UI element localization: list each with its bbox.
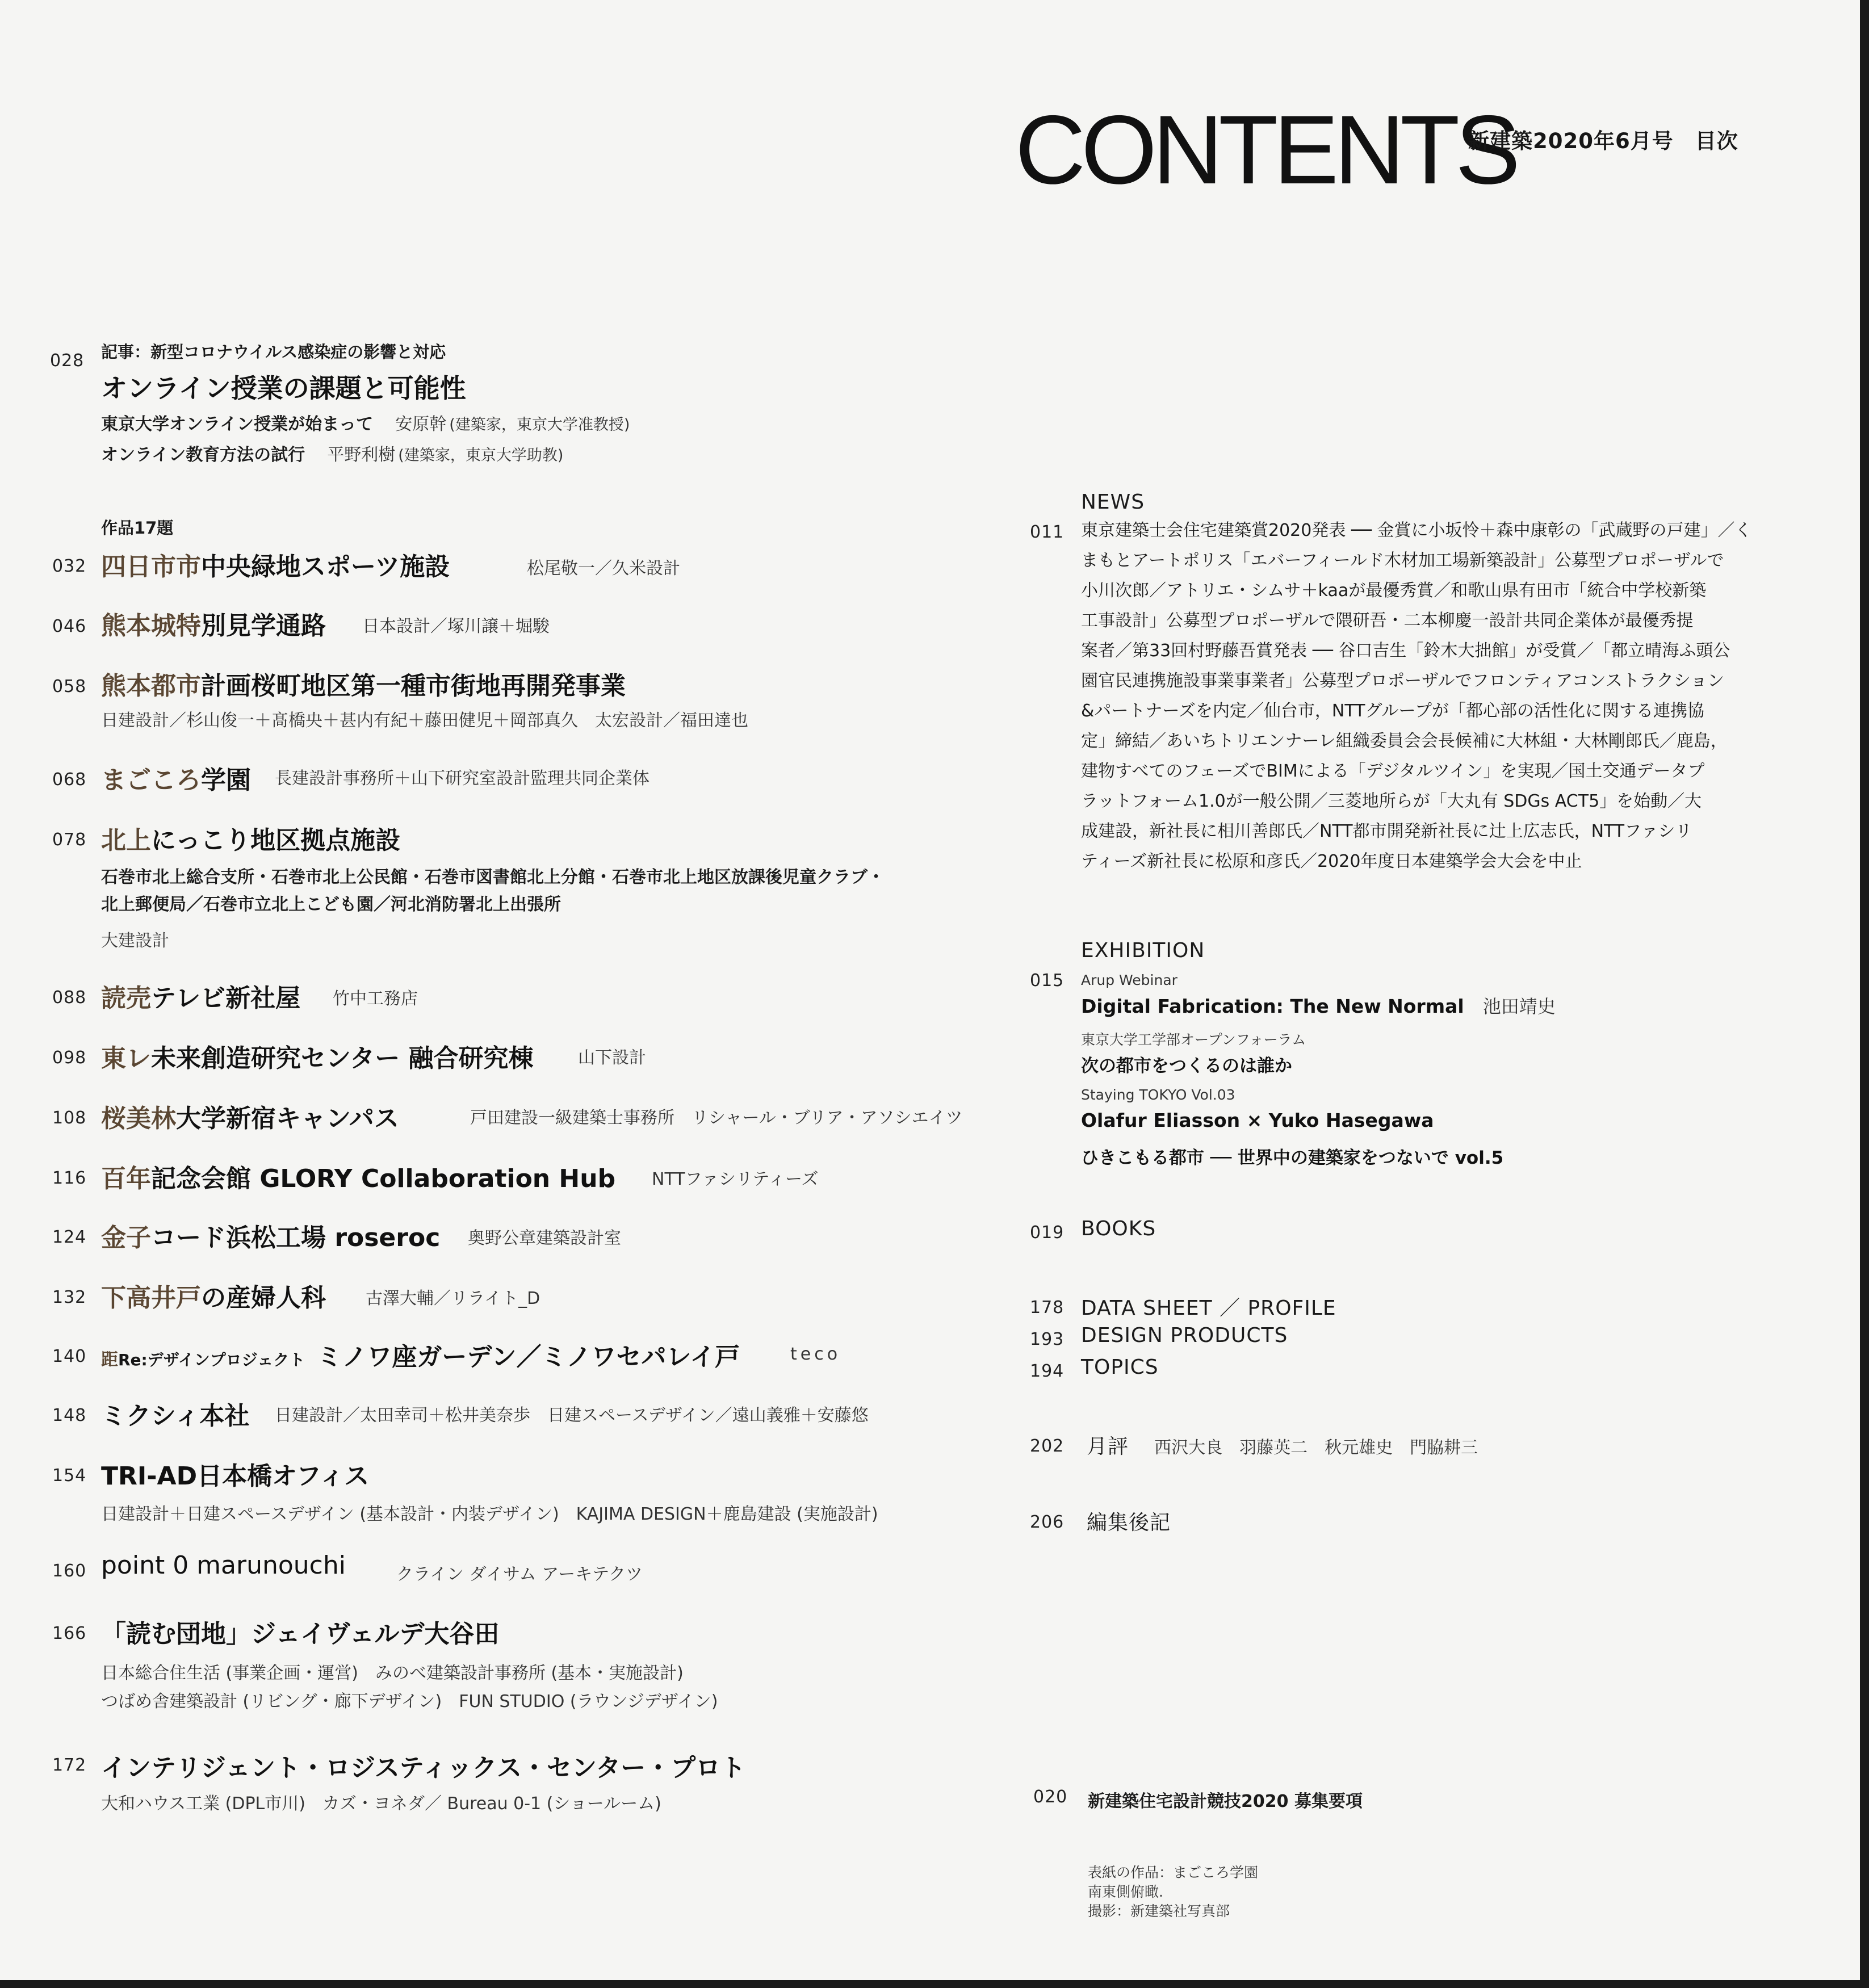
- article-title: オンライン授業の課題と可能性: [101, 373, 466, 404]
- afterword-item: 編集後記: [1087, 1511, 1171, 1534]
- work-credit: teco: [790, 1344, 841, 1364]
- work-title: TRI-AD日本橋オフィス: [101, 1462, 370, 1491]
- news-body: 東京建築士会住宅建築賞2020発表 ── 金賞に小坂怜＋森中康彰の「武蔵野の戸建」／く まもとアートポリス「エバーフィールド木材加工場新築設計」公募型プロポーザルで 小川次郎／アトリエ・シムサ＋kaaが最優秀賞／和歌山県有田市「統合中学校新築 工事設計」公募型プロポーザルで隈研吾・二本柳慶一設計共同企業体が最優秀提 案者／第33回村野藤吾賞発表 ── 谷口吉生「鈴木大拙館」が受賞／「都立晴海ふ頭公 園官民連携施設事業事業者」公募型プロポーザルでフロンティアコンストラクション &パートナーズを内定／仙台市，NTTグループが「都心部の活性化に関する連携協 定」締結／あいちトリエンナーレ組織委員会会長候補に大林組・大林剛郎氏／鹿島， 建物すべてのフェーズでBIMによる「デジタルツイン」を実現／国土交通データプ ラットフォーム1.0が一般公開／三菱地所らが「大丸有 SDGs ACT5」を始動／大 成建設，新社長に相川善郎氏／NTT都市開発新社長に辻上広志氏，NTTファシリ ティーズ新社長に松原和彦氏／2020年度日本建築学会大会を中止: [1081, 521, 1752, 871]
- work-title: 熊本城特別見学通路: [101, 611, 326, 640]
- exhibition-small: Arup Webinar: [1081, 972, 1177, 988]
- exhibition-item: ひきこもる都市 ── 世界中の建築家をつないで vol.5: [1081, 1148, 1504, 1168]
- sub-note: (建築家，東京大学助教): [398, 447, 564, 464]
- page-number: 172: [52, 1755, 87, 1775]
- work-credit: 日建設計／杉山俊一＋髙橋央＋甚内有紀＋藤田健児＋岡部真久 太宏設計／福田達也: [101, 711, 748, 731]
- page-number: 140: [52, 1347, 87, 1366]
- page-number: 088: [52, 988, 87, 1008]
- work-credit: 古澤大輔／リライト_D: [366, 1289, 540, 1308]
- work-credit: NTTファシリティーズ: [652, 1169, 819, 1189]
- work-credit-line: 日本総合住生活 (事業企画・運営) みのべ建築設計事務所 (基本・実施設計): [101, 1663, 684, 1683]
- books-item: BOOKS: [1081, 1217, 1156, 1240]
- work-credit: 山下設計: [578, 1048, 646, 1068]
- work-credit: 日本設計／塚川譲＋堀駿: [362, 616, 550, 636]
- sub-author: 安原幹: [395, 414, 447, 434]
- page-number: 206: [1030, 1512, 1065, 1532]
- issue-label: 新建築2020年6月号 目次: [1468, 129, 1738, 153]
- page-number: 011: [1030, 522, 1065, 542]
- work-credit: 奥野公章建築設計室: [468, 1228, 621, 1248]
- monthly-review-item: 月評 西沢大良 羽藤英二 秋元雄史 門脇耕三: [1087, 1435, 1478, 1458]
- work-credit: 日建設計／太田幸司＋松井美奈歩 日建スペースデザイン／遠山義雅＋安藤悠: [275, 1406, 869, 1425]
- page-number: 202: [1030, 1436, 1065, 1456]
- work-title: 下高井戸の産婦人科: [101, 1284, 326, 1312]
- work-credit-line: つばめ舎建築設計 (リビング・廊下デザイン) FUN STUDIO (ラウンジデザイン): [101, 1692, 718, 1712]
- work-credit: 日建設計＋日建スペースデザイン (基本設計・内装デザイン) KAJIMA DESIGN＋鹿島建設 (実施設計): [101, 1504, 878, 1524]
- sub-author: 平野利樹: [327, 445, 396, 465]
- work-title: インテリジェント・ロジスティックス・センター・プロト: [101, 1754, 746, 1783]
- sub-title: 東京大学オンライン授業が始まって: [101, 414, 374, 434]
- page-number: 178: [1030, 1298, 1065, 1318]
- page-number: 124: [52, 1227, 87, 1247]
- article-sub-1: [101, 410, 630, 435]
- page-number: 132: [52, 1287, 87, 1307]
- work-title: point 0 marunouchi: [101, 1551, 346, 1580]
- work-title: 東レ未来創造研究センター 融合研究棟: [101, 1044, 534, 1073]
- page-edge-bottom: [0, 1980, 1869, 1988]
- exhibition-small: 東京大学工学部オープンフォーラム: [1081, 1031, 1306, 1048]
- topics-item: TOPICS: [1081, 1356, 1159, 1379]
- page-number: 194: [1030, 1361, 1065, 1381]
- article-sub-2: [101, 441, 563, 465]
- work-credit: クライン ダイサム アーキテクツ: [396, 1565, 643, 1584]
- competition-item: 新建築住宅設計競技2020 募集要項: [1088, 1792, 1363, 1811]
- contents-heading: CONTENTS: [1015, 95, 1516, 204]
- page-number: 046: [52, 616, 87, 636]
- work-credit: 大建設計: [101, 931, 169, 951]
- datasheet-item: DATA SHEET ／ PROFILE: [1081, 1297, 1336, 1320]
- page-number: 160: [52, 1561, 87, 1581]
- page-number: 058: [52, 677, 87, 697]
- work-credit: 松尾敬一／久米設計: [527, 559, 680, 578]
- page-edge: [1860, 0, 1869, 1988]
- works-label: 作品17題: [101, 518, 174, 538]
- news-heading: NEWS: [1081, 490, 1145, 514]
- work-credit-line: 北上郵便局／石巻市立北上こども園／河北消防署北上出張所: [101, 895, 561, 915]
- work-credit: 大和ハウス工業 (DPL市川) カズ・ヨネダ／ Bureau 0-1 (ショールーム): [101, 1794, 661, 1814]
- work-title: 北上にっこり地区拠点施設: [101, 826, 401, 855]
- article-kicker: 記事：新型コロナウイルス感染症の影響と対応: [101, 342, 446, 362]
- work-credit: 長建設計事務所＋山下研究室設計監理共同企業体: [275, 769, 649, 789]
- work-title: 百年記念会館 GLORY Collaboration Hub: [101, 1164, 616, 1193]
- page-number: 015: [1030, 971, 1065, 991]
- work-title: ミクシィ本社: [101, 1402, 250, 1431]
- page-number: 032: [52, 556, 87, 576]
- exhibition-item: 次の都市をつくるのは誰か: [1081, 1056, 1292, 1076]
- work-title: 距Re:デザインプロジェクト ミノワ座ガーデン／ミノワセパレイ戸: [101, 1343, 740, 1372]
- page-number: 020: [1033, 1787, 1068, 1807]
- page-number: 116: [52, 1168, 87, 1188]
- page-number: 108: [52, 1108, 87, 1128]
- page-number: 098: [52, 1048, 87, 1068]
- sub-title: オンライン教育方法の試行: [101, 445, 305, 465]
- page-number: 068: [52, 770, 87, 790]
- work-credit-line: 石巻市北上総合支所・石巻市北上公民館・石巻市図書館北上分館・石巻市北上地区放課後児童クラブ・: [101, 867, 885, 887]
- work-title: 金子コード浜松工場 roseroc: [101, 1223, 441, 1252]
- exhibition-item: Olafur Eliasson × Yuko Hasegawa: [1081, 1109, 1434, 1131]
- page-number: 166: [52, 1624, 87, 1643]
- work-title: 読売テレビ新社屋: [101, 984, 301, 1013]
- page-number: 019: [1030, 1223, 1065, 1243]
- work-credit: 戸田建設一級建築士事務所 リシャール・ブリア・アソシエイツ: [470, 1108, 963, 1128]
- work-title: まごころ学園: [101, 766, 251, 795]
- work-title: 四日市市中央緑地スポーツ施設: [101, 552, 450, 581]
- work-title: 「読む団地」ジェイヴェルデ大谷田: [101, 1620, 500, 1649]
- exhibition-heading: EXHIBITION: [1081, 939, 1205, 962]
- page-number: 154: [52, 1466, 87, 1486]
- work-title: 熊本都市計画桜町地区第一種市街地再開発事業: [101, 672, 626, 701]
- page-number: 028: [50, 351, 85, 371]
- design-products-item: DESIGN PRODUCTS: [1081, 1324, 1288, 1347]
- sub-note: (建築家，東京大学准教授): [449, 416, 630, 434]
- cover-note: 表紙の作品：まごころ学園 南東側俯瞰. 撮影：新建築社写真部: [1088, 1864, 1259, 1919]
- page-number: 078: [52, 830, 87, 850]
- work-credit: 竹中工務店: [333, 989, 418, 1009]
- page-number: 193: [1030, 1329, 1065, 1349]
- page-number: 148: [52, 1406, 87, 1425]
- exhibition-small: Staying TOKYO Vol.03: [1081, 1087, 1235, 1103]
- exhibition-item: Digital Fabrication: The New Normal 池田靖史: [1081, 995, 1556, 1017]
- work-title: 桜美林大学新宿キャンパス: [101, 1104, 399, 1133]
